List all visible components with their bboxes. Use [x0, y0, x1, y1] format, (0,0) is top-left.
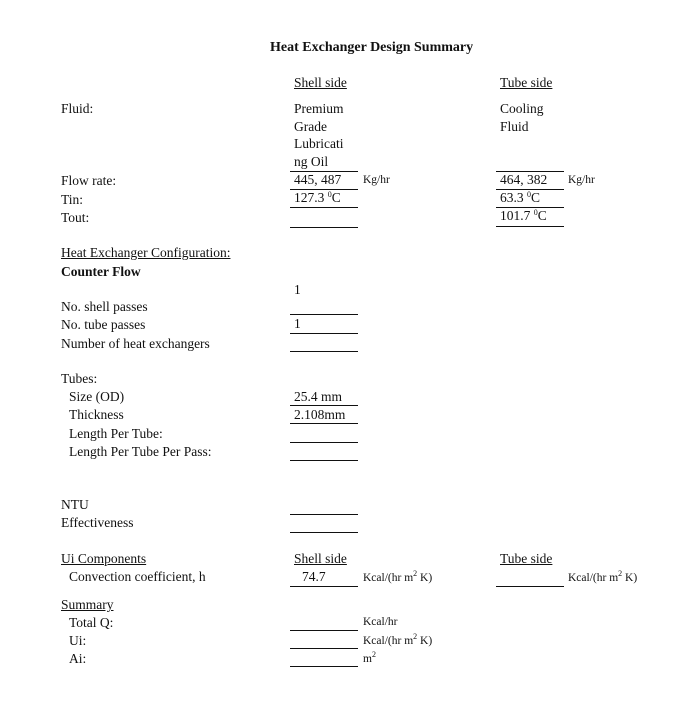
shell-tin-rule [290, 207, 358, 208]
fluid-label: Fluid: [61, 101, 94, 116]
ai-rule [290, 666, 358, 667]
tube-length-label: Length Per Tube: [69, 426, 163, 441]
tube-flow-rate-unit: Kg/hr [568, 174, 595, 186]
shell-convection-value: 74.7 [302, 569, 326, 584]
shell-tout-rule [290, 227, 358, 228]
tube-side-header: Tube side [500, 75, 553, 90]
shell-tin-value: 127.3 $^0$C [294, 190, 341, 205]
tube-thickness-label: Thickness [69, 407, 124, 422]
ntu-label: NTU [61, 497, 89, 512]
effectiveness-label: Effectiveness [61, 515, 134, 530]
tin-label: Tin: [61, 192, 84, 207]
shell-fluid-value: Premium Grade Lubricati ng Oil [294, 101, 344, 169]
tube-thickness-value: 2.108mm [294, 407, 346, 422]
shell-passes-rule [290, 314, 358, 315]
shell-convection-unit: Kcal/(hr $m^2$ K) [363, 569, 433, 584]
shell-passes-value: 1 [294, 282, 301, 297]
tube-size-value: 25.4 mm [294, 389, 343, 404]
summary-heading: Summary [61, 597, 114, 612]
tube-length-rule [290, 442, 358, 443]
tube-passes-value: 1 [294, 316, 301, 331]
convection-label: Convection coefficient, h [69, 569, 206, 584]
shell-flow-rate-unit: Kg/hr [363, 174, 390, 186]
tube-length-pass-rule [290, 460, 358, 461]
tube-size-label: Size (OD) [69, 389, 125, 404]
tube-convection-unit: Kcal/(hr $m^2$ K) [568, 569, 638, 584]
page-title: Heat Exchanger Design Summary [270, 40, 474, 55]
tube-fluid-value: Cooling Fluid [500, 101, 544, 134]
effectiveness-rule [290, 532, 358, 533]
exchangers-rule [290, 351, 358, 352]
configuration-heading: Heat Exchanger Configuration: [61, 245, 231, 260]
ui-components-heading: Ui Components [61, 551, 147, 566]
total-q-label: Total Q: [69, 615, 114, 630]
shell-side-header: Shell side [294, 75, 347, 90]
ui-rule [290, 648, 358, 649]
tube-tout-rule [496, 226, 564, 227]
configuration-type: Counter Flow [61, 264, 141, 279]
total-q-rule [290, 630, 358, 631]
tube-tout-value: 101.7 $^0$C [500, 208, 547, 223]
shell-passes-label: No. shell passes [61, 299, 148, 314]
ui-shell-side-header: Shell side [294, 551, 347, 566]
tube-passes-label: No. tube passes [61, 317, 146, 332]
ui-label: Ui: [69, 633, 87, 648]
ai-unit: $m^2$ [363, 650, 376, 665]
tubes-heading: Tubes: [61, 371, 98, 386]
tube-thickness-rule [290, 423, 358, 424]
tube-convection-rule [496, 586, 564, 587]
tube-flow-rate-value: 464, 382 [500, 172, 548, 187]
shell-convection-rule [290, 586, 358, 587]
exchangers-label: Number of heat exchangers [61, 336, 210, 351]
tube-passes-rule [290, 333, 358, 334]
shell-flow-rate-value: 445, 487 [294, 172, 342, 187]
tout-label: Tout: [61, 210, 90, 225]
flow-rate-label: Flow rate: [61, 173, 117, 188]
ui-tube-side-header: Tube side [500, 551, 553, 566]
tube-tin-value: 63.3 $^0$C [500, 190, 541, 205]
ai-label: Ai: [69, 651, 87, 666]
total-q-unit: Kcal/hr [363, 616, 398, 628]
tube-length-pass-label: Length Per Tube Per Pass: [69, 444, 212, 459]
ntu-rule [290, 514, 358, 515]
tube-size-rule [290, 405, 358, 406]
ui-unit: Kcal/(hr $m^2$ K) [363, 632, 433, 647]
